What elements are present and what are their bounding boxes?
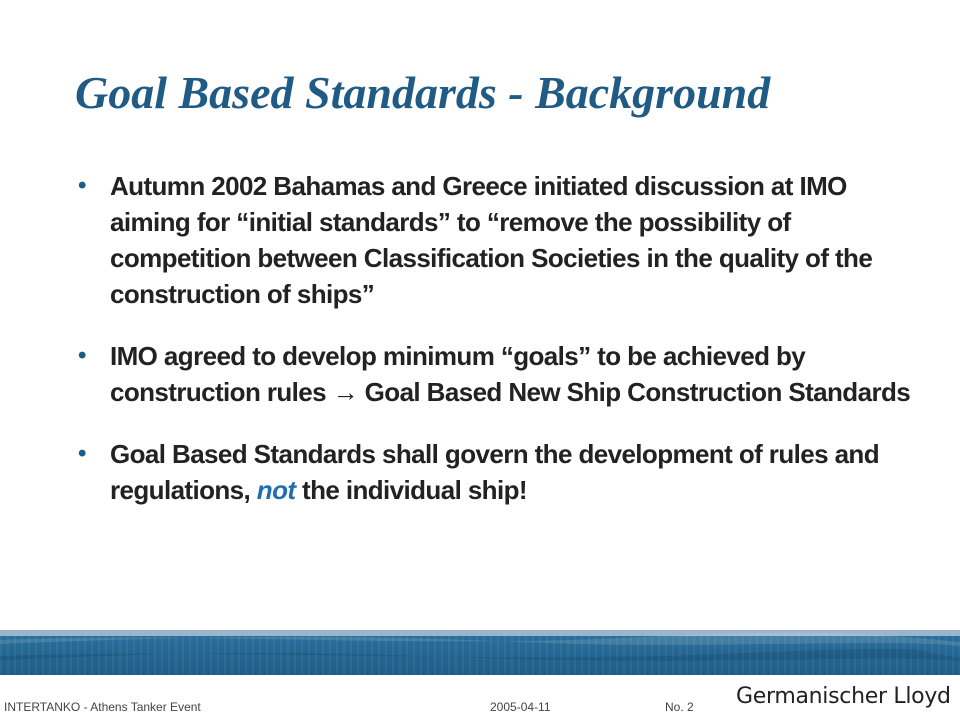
slide-title: Goal Based Standards - Background bbox=[75, 67, 771, 118]
germanischer-lloyd-logo: Germanischer Lloyd bbox=[736, 684, 951, 709]
bullet-item-governance bbox=[78, 436, 928, 508]
bullet-item-initiation bbox=[78, 168, 928, 312]
bullet-icon: • bbox=[78, 172, 86, 199]
footer-wave-decoration bbox=[0, 630, 960, 675]
bullet-list bbox=[78, 168, 928, 534]
bullet-icon: • bbox=[78, 440, 86, 467]
bullet-text: Autumn 2002 Bahamas and Greece initiated discussion at IMO aiming for “initial standards” to “remove the possibility of competition between Classification Societies in the quality of the construction of ships” bbox=[110, 171, 873, 309]
footer-date: 2005-04-11 bbox=[490, 700, 551, 714]
bullet-text: IMO agreed to develop minimum “goals” to be achieved by construction rules → Goal Based New Ship Construction Standards bbox=[110, 341, 911, 407]
footer-event-name: INTERTANKO - Athens Tanker Event bbox=[4, 700, 201, 714]
bullet-text-end: the individual ship! bbox=[295, 475, 527, 505]
bullet-item-imo-agreement bbox=[78, 338, 928, 410]
footer-page-number: No. 2 bbox=[665, 700, 694, 714]
bullet-emphasis-not: not bbox=[256, 475, 296, 505]
bullet-icon: • bbox=[78, 342, 86, 369]
footer-band bbox=[0, 630, 960, 675]
bullet-text-start: Goal Based Standards shall govern the development of rules and regulations, bbox=[110, 439, 879, 505]
